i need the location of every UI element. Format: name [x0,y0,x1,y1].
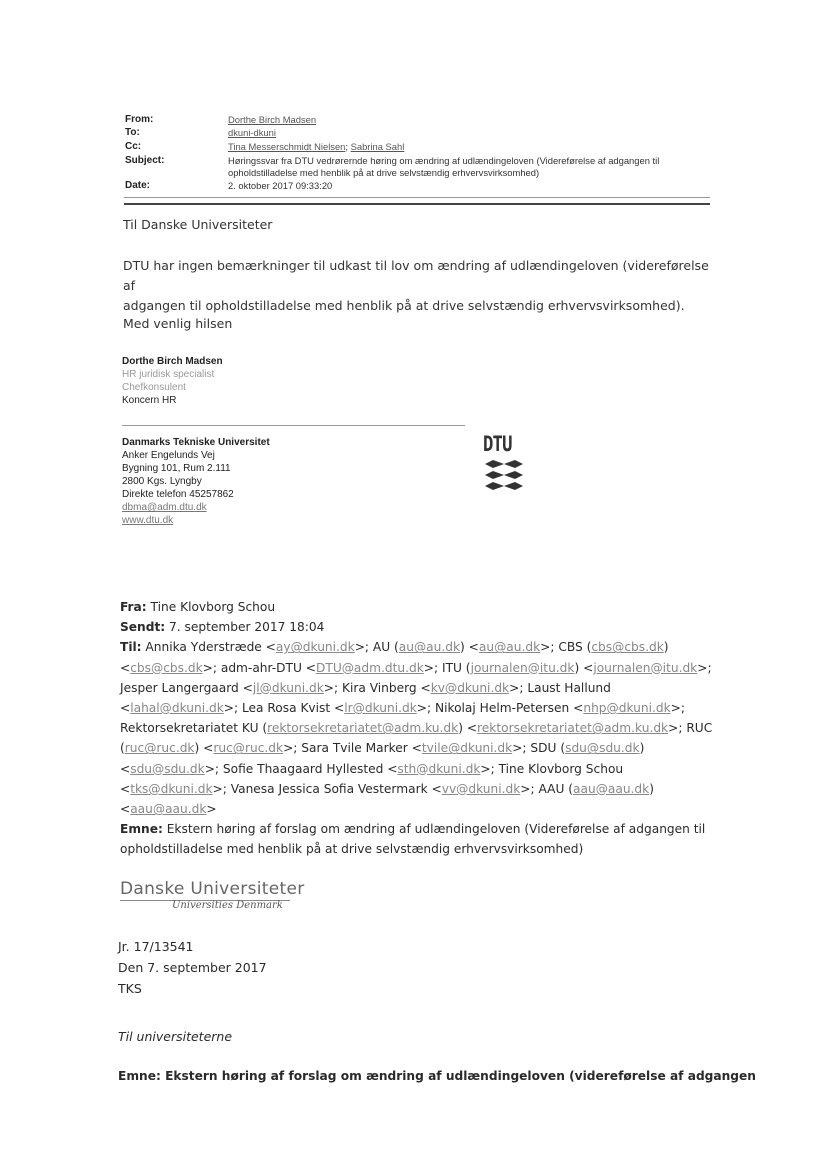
recipient-email[interactable]: nhp@dkuni.dk [583,701,671,716]
recipient-email[interactable]: rektorsekretariatet@adm.ku.dk [477,721,669,736]
signature-block [122,355,223,407]
signature-street: Anker Engelunds Vej [122,450,215,461]
from-label: From: [125,114,154,125]
cc-separator: ; [345,141,349,152]
signature-org: Danmarks Tekniske Universitet [122,437,270,448]
cc-label: Cc: [125,141,142,152]
emne-label: Emne: [120,822,163,837]
signature-city: 2800 Kgs. Lyngby [122,476,202,487]
letter-jr: Jr. 17/13541 [118,939,194,954]
recipient-email[interactable]: ruc@ruc.dk [124,741,195,756]
letter-salutation: Til universiteterne [118,1029,233,1044]
recipient-email[interactable]: aau@aau.dk [130,802,207,817]
signature-divider [122,425,465,426]
message-line-1: DTU har ingen bemærkninger til udkast til lov om ændring af udlændingeloven (videreførelse af [123,258,709,293]
header-divider [124,203,710,205]
recipient-email[interactable]: cbs@cbs.dk [591,640,664,655]
recipient-email[interactable]: vv@dkuni.dk [441,781,521,796]
to-value[interactable]: dkuni-dkuni [228,127,276,138]
recipient-email[interactable]: rektorsekretariatet@adm.ku.dk [267,721,459,736]
recipient-email[interactable]: au@au.dk [478,640,541,655]
subject-line-1: Høringssvar fra DTU vedrørernde høring om ændring af udlændingeloven (Videreførelse af adgangen til [228,155,660,166]
date-label: Date: [125,180,151,191]
recipient-email[interactable]: kv@dkuni.dk [430,680,510,695]
recipient-email[interactable]: lahal@dkuni.dk [130,701,224,716]
signature-email[interactable]: dbma@adm.dtu.dk [122,502,207,513]
recipient-email[interactable]: sth@dkuni.dk [397,761,481,776]
signature-title-2: Chefkonsulent [122,382,186,393]
recipient-email[interactable]: au@au.dk [398,640,461,655]
letter-date: Den 7. september 2017 [118,960,267,975]
date-value: 2. oktober 2017 09:33:20 [228,180,333,191]
forwarded-subject-line-1: Emne: Ekstern høring af forslag om ændring af udlændingeloven (Videreførelse af adgangen til [120,822,706,837]
cc-values [228,141,404,152]
forwarded-to-line-1: Til: Annika Yderstræde <ay@dkuni.dk>; AU (au@au.dk) <au@au.dk>; CBS (cbs@cbs.dk) [120,640,669,655]
signature-web[interactable]: www.dtu.dk [122,515,174,526]
fra-label: Fra: [120,600,147,614]
signature-building: Bygning 101, Rum 2.111 [122,463,231,474]
recipient-email[interactable]: tks@dkuni.dk [130,781,213,796]
letter-meta [118,936,267,999]
recipient-email[interactable]: jl@dkuni.dk [252,680,324,695]
til-label: Til: [120,640,142,655]
dtu-logo-text: DTU [483,432,512,456]
danske-universiteter-logo-title: Danske Universiteter [120,879,305,899]
forwarded-to-line-3: Jesper Langergaard <jl@dkuni.dk>; Kira Vinberg <kv@dkuni.dk>; Laust Hallund [120,680,611,695]
forwarded-from [120,597,740,617]
dtu-logo-mark-icon [483,459,525,491]
sendt-label: Sendt: [120,620,166,635]
sendt-value: 7. september 2017 18:04 [169,620,325,635]
signature-name: Dorthe Birch Madsen [122,356,223,367]
recipient-email[interactable]: ruc@ruc.dk [213,741,284,756]
signature-dept: Koncern HR [122,395,177,406]
greeting: Til Danske Universiteter [123,217,273,232]
forwarded-to-line-8: <tks@dkuni.dk>; Vanesa Jessica Sofia Vestermark <vv@dkuni.dk>; AAU (aau@aau.dk) [120,781,654,796]
cc-recipient-1[interactable]: Tina Messerschmidt Nielsen [228,141,346,152]
cc-recipient-2[interactable]: Sabrina Sahl [350,141,405,152]
forwarded-sent [120,617,740,637]
closing: Med venlig hilsen [123,316,233,331]
message-body [123,256,723,316]
forwarded-to-line-4: <lahal@dkuni.dk>; Lea Rosa Kvist <lr@dkuni.dk>; Nikolaj Helm-Petersen <nhp@dkuni.dk>; [120,701,685,716]
message-line-2: adgangen til opholdstilladelse med henblik på at drive selvstændig erhvervsvirksomhed). [123,298,685,313]
recipient-email[interactable]: sdu@sdu.dk [565,741,640,756]
forwarded-to-line-2: <cbs@cbs.dk>; adm-ahr-DTU <DTU@adm.dtu.dk>; ITU (journalen@itu.dk) <journalen@itu.dk>; [120,660,712,675]
to-label: To: [125,127,140,138]
dtu-logo [483,432,525,492]
recipient-email[interactable]: cbs@cbs.dk [130,660,203,675]
forwarded-to-line-9: <aau@aau.dk> [120,802,217,817]
recipient-email[interactable]: journalen@itu.dk [593,660,698,675]
recipient-email[interactable]: tvile@dkuni.dk [421,741,513,756]
forwarded-to-line-6: (ruc@ruc.dk) <ruc@ruc.dk>; Sara Tvile Marker <tvile@dkuni.dk>; SDU (sdu@sdu.dk) [120,741,645,756]
from-value[interactable]: Dorthe Birch Madsen [228,114,317,125]
subject-line-2: opholdstilladelse med henblik på at drive selvstændig erhvervsvirksomhed) [228,166,540,178]
recipient-email[interactable]: journalen@itu.dk [470,660,575,675]
signature-address [122,436,270,527]
forwarded-to-line-7: <sdu@sdu.dk>; Sofie Thaagaard Hyllested <sth@dkuni.dk>; Tine Klovborg Schou [120,761,624,776]
letter-subject: Emne: Ekstern høring af forslag om ændring af udlændingeloven (videreførelse af adgangen [118,1069,756,1083]
forwarded-to-line-5: Rektorsekretariatet KU (rektorsekretariatet@adm.ku.dk) <rektorsekretariatet@adm.ku.dk>; RUC [120,721,713,736]
danske-universiteter-logo-subtitle: Universities Denmark [172,900,283,911]
forwarded-header [120,597,740,860]
fra-value: Tine Klovborg Schou [150,600,276,614]
recipient-email[interactable]: DTU@adm.dtu.dk [315,660,424,675]
signature-phone: Direkte telefon 45257862 [122,489,234,500]
forwarded-subject-line-2: opholdstilladelse med henblik på at drive selvstændig erhvervsvirksomhed) [120,842,584,857]
recipient-email[interactable]: sdu@sdu.dk [130,761,205,776]
recipient-email[interactable]: ay@dkuni.dk [275,640,355,655]
subject-label: Subject: [125,155,165,166]
letter-initials: TKS [118,981,142,996]
subject-value [228,155,708,178]
recipient-email[interactable]: lr@dkuni.dk [344,701,417,716]
header-divider-thin [124,197,710,198]
recipient-email[interactable]: aau@aau.dk [573,781,650,796]
signature-title-1: HR juridisk specialist [122,369,215,380]
